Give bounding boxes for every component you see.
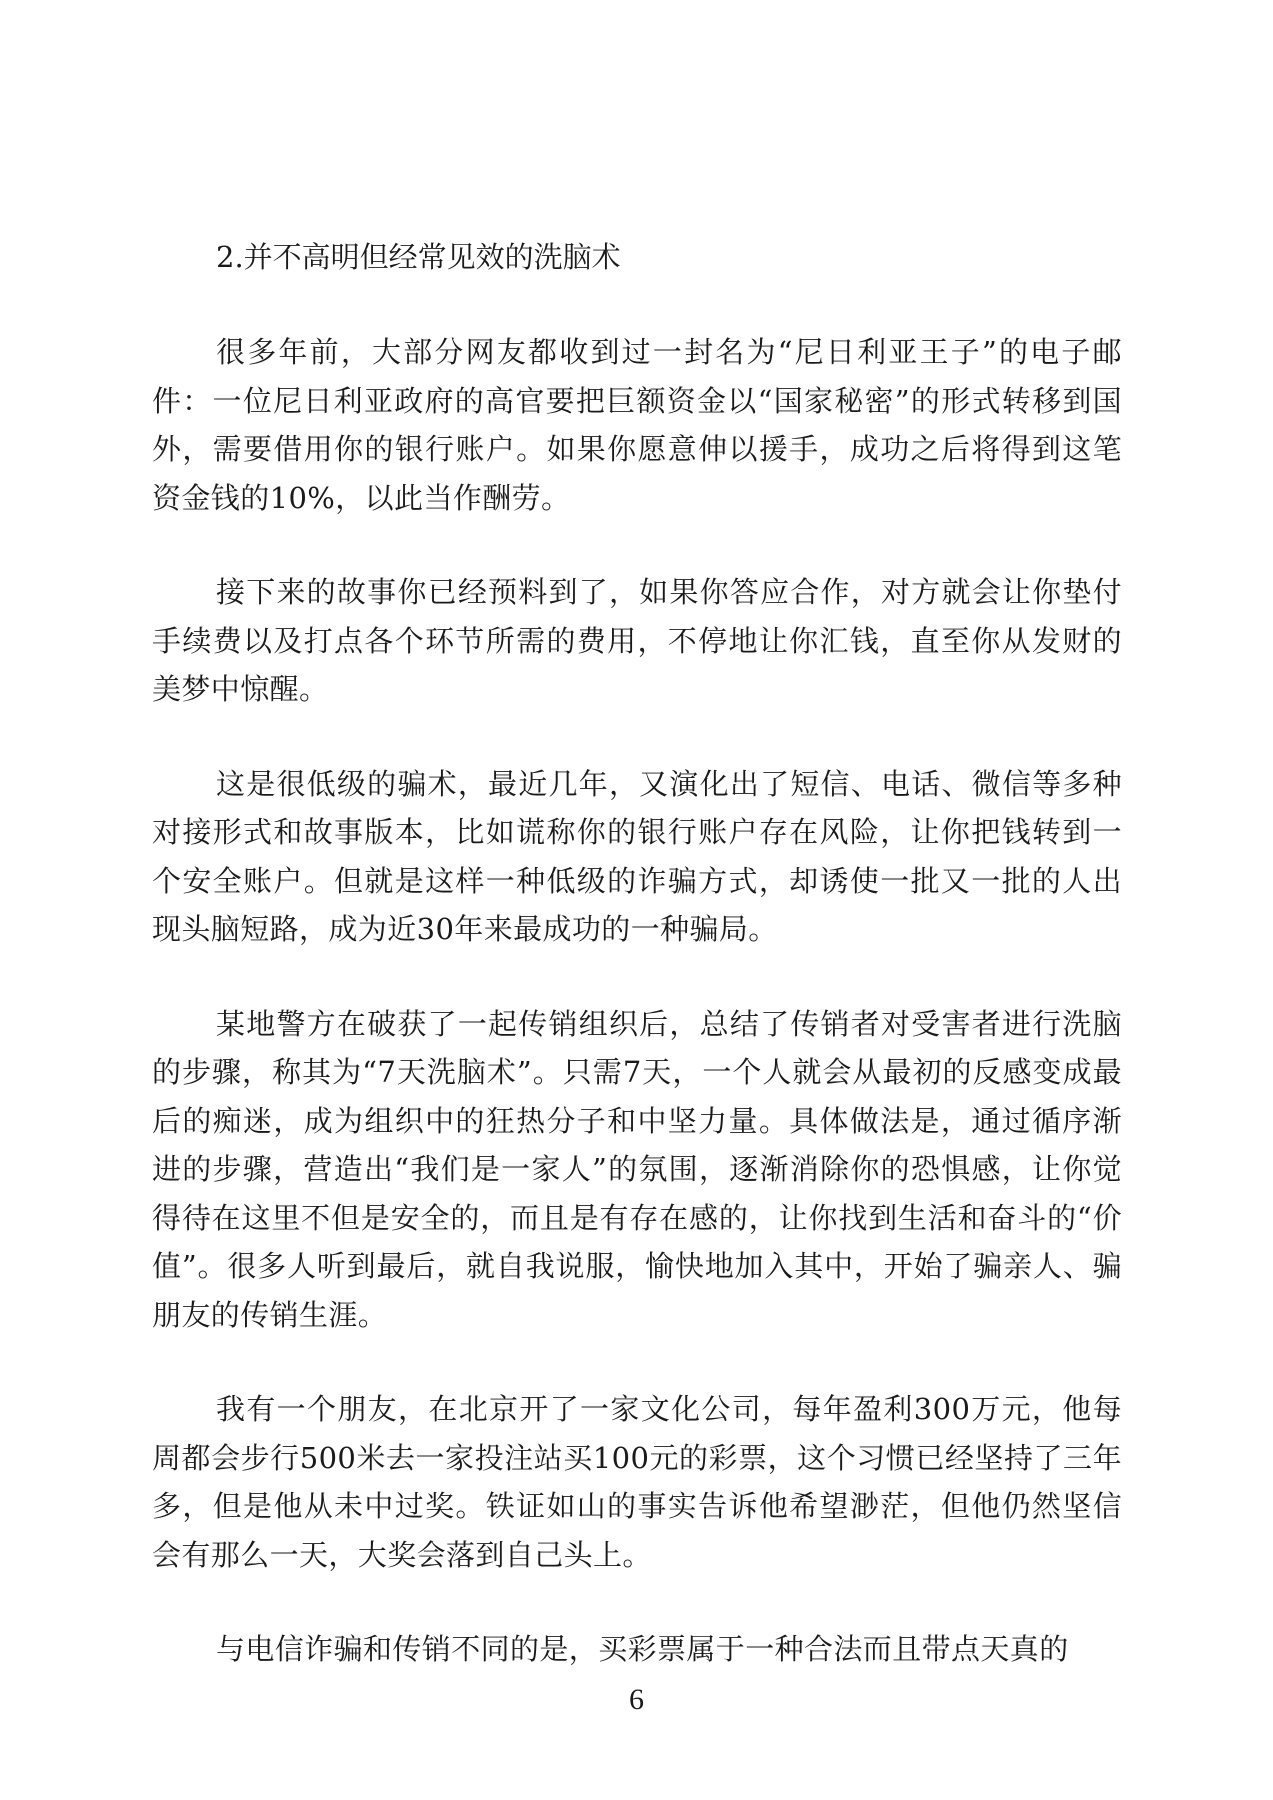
paragraph: 接下来的故事你已经预料到了，如果你答应合作，对方就会让你垫付手续费以及打点各个环节所需的费用，不停地让你汇钱，直至你从发财的美梦中惊醒。 [152, 575, 1122, 706]
paragraph: 我有一个朋友，在北京开了一家文化公司，每年盈利300万元，他每周都会步行500米去一家投注站买100元的彩票，这个习惯已经坚持了三年多，但是他从未中过奖。铁证如山的事实告诉他希望渺茫，但他仍然坚信会有那么一天，大奖会落到自己头上。 [152, 1392, 1122, 1572]
paragraph: 这是很低级的骗术，最近几年，又演化出了短信、电话、微信等多种对接形式和故事版本，比如谎称你的银行账户存在风险，让你把钱转到一个安全账户。但就是这样一种低级的诈骗方式，却诱使一批又一批的人出现头脑短路，成为近30年来最成功的一种骗局。 [152, 766, 1122, 946]
paragraph: 某地警方在破获了一起传销组织后，总结了传销者对受害者进行洗脑的步骤，称其为“7天洗脑术”。只需7天，一个人就会从最初的反感变成最后的痴迷，成为组织中的狂热分子和中坚力量。具体做法是，通过循序渐进的步骤，营造出“我们是一家人”的氛围，逐渐消除你的恐惧感，让你觉得待在这里不但是安全的，而且是有存在感的，让你找到生活和奋斗的“价值”。很多人听到最后，就自我说服，愉快地加入其中，开始了骗亲人、骗朋友的传销生涯。 [152, 1006, 1122, 1332]
paragraph: 很多年前，大部分网友都收到过一封名为“尼日利亚王子”的电子邮件：一位尼日利亚政府的高官要把巨额资金以“国家秘密”的形式转移到国外，需要借用你的银行账户。如果你愿意伸以援手，成功之后将得到这笔资金钱的10%，以此当作酬劳。 [152, 335, 1122, 515]
section-heading: 2.并不高明但经常见效的洗脑术 [216, 240, 621, 274]
page-body [152, 232, 1122, 1720]
paragraph: 与电信诈骗和传销不同的是，买彩票属于一种合法而且带点天真的 [216, 1632, 1069, 1666]
page-number: 6 [629, 1683, 644, 1716]
